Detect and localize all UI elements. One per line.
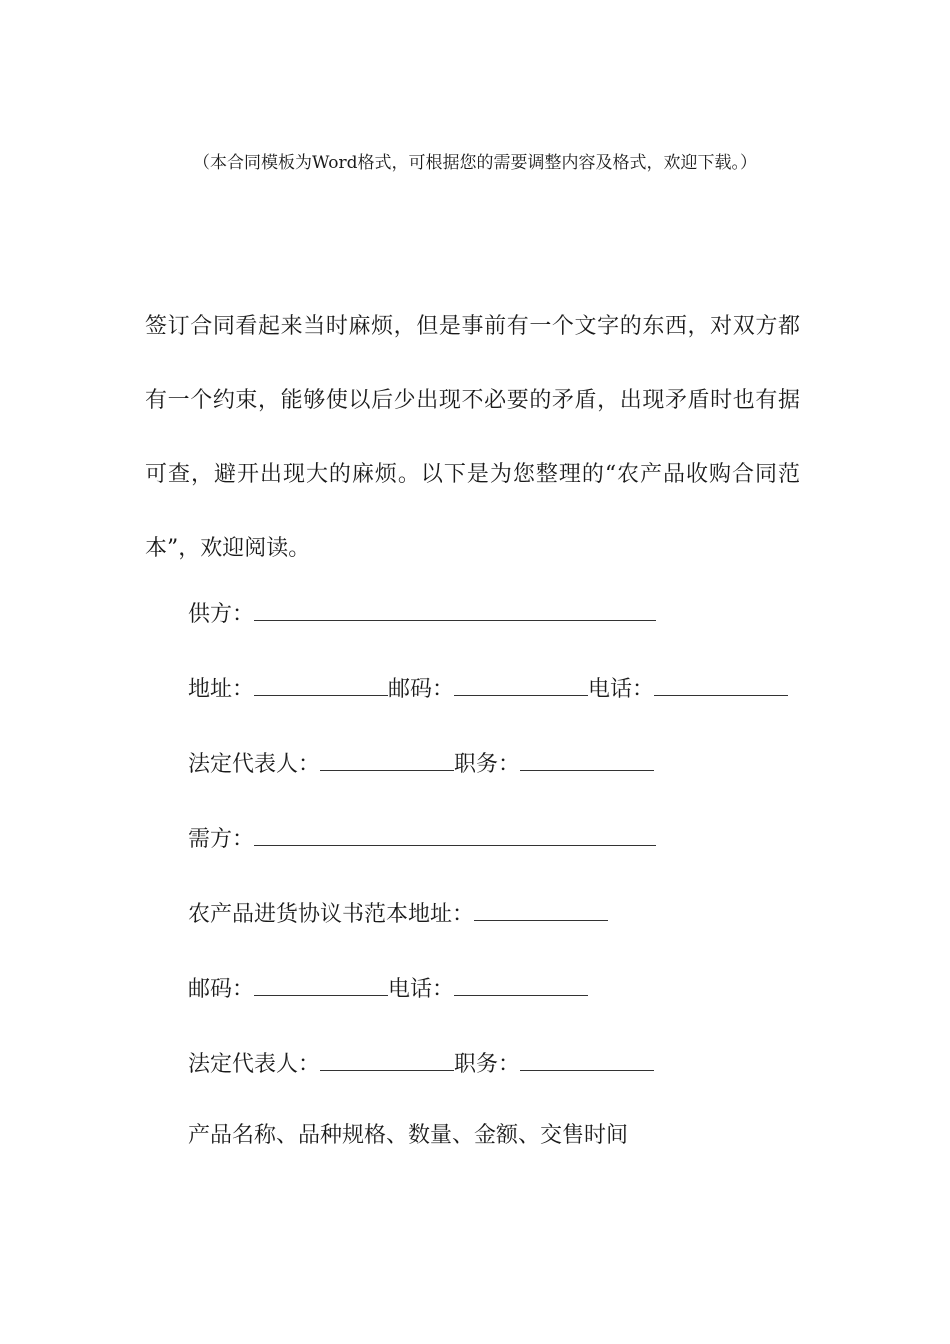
buyer-address-line [188,896,608,930]
supplier-address-blank[interactable] [254,671,388,696]
buyer-rep-blank[interactable] [320,1046,454,1071]
buyer-title-blank[interactable] [520,1046,654,1071]
supplier-postcode-label: 邮码： [388,677,455,702]
buyer-postcode-line [188,971,588,1005]
buyer-postcode-label: 邮码： [188,977,255,1002]
supplier-blank[interactable] [254,596,656,621]
buyer-postcode-blank[interactable] [254,971,388,996]
supplier-address-line [188,671,788,705]
buyer-address-blank[interactable] [474,896,608,921]
buyer-phone-blank[interactable] [454,971,588,996]
supplier-phone-label: 电话： [588,677,655,702]
buyer-phone-label: 电话： [388,977,455,1002]
supplier-postcode-blank[interactable] [454,671,588,696]
supplier-rep-blank[interactable] [320,746,454,771]
buyer-address-label: 农产品进货协议书范本地址： [188,902,475,927]
supplier-address-label: 地址： [188,677,255,702]
buyer-title-label: 职务： [454,1052,521,1077]
buyer-rep-line [188,1046,654,1080]
supplier-rep-label: 法定代表人： [188,752,321,777]
buyer-line [188,821,656,855]
supplier-title-blank[interactable] [520,746,654,771]
supplier-phone-blank[interactable] [654,671,788,696]
buyer-blank[interactable] [254,821,656,846]
supplier-rep-line [188,746,654,780]
template-note: （本合同模板为Word格式，可根据您的需要调整内容及格式，欢迎下载。） [192,153,758,173]
buyer-label: 需方： [188,827,255,852]
intro-paragraph: 签订合同看起来当时麻烦，但是事前有一个文字的东西，对双方都有一个约束，能够使以后少出现不必要的矛盾，出现矛盾时也有据可查，避开出现大的麻烦。以下是为您整理的“农产品收购合同范本”，欢迎阅读。 [145,314,800,561]
supplier-line [188,596,656,630]
product-line: 产品名称、品种规格、数量、金额、交售时间 [188,1123,629,1148]
supplier-label: 供方： [188,602,255,627]
supplier-title-label: 职务： [454,752,521,777]
buyer-rep-label: 法定代表人： [188,1052,321,1077]
